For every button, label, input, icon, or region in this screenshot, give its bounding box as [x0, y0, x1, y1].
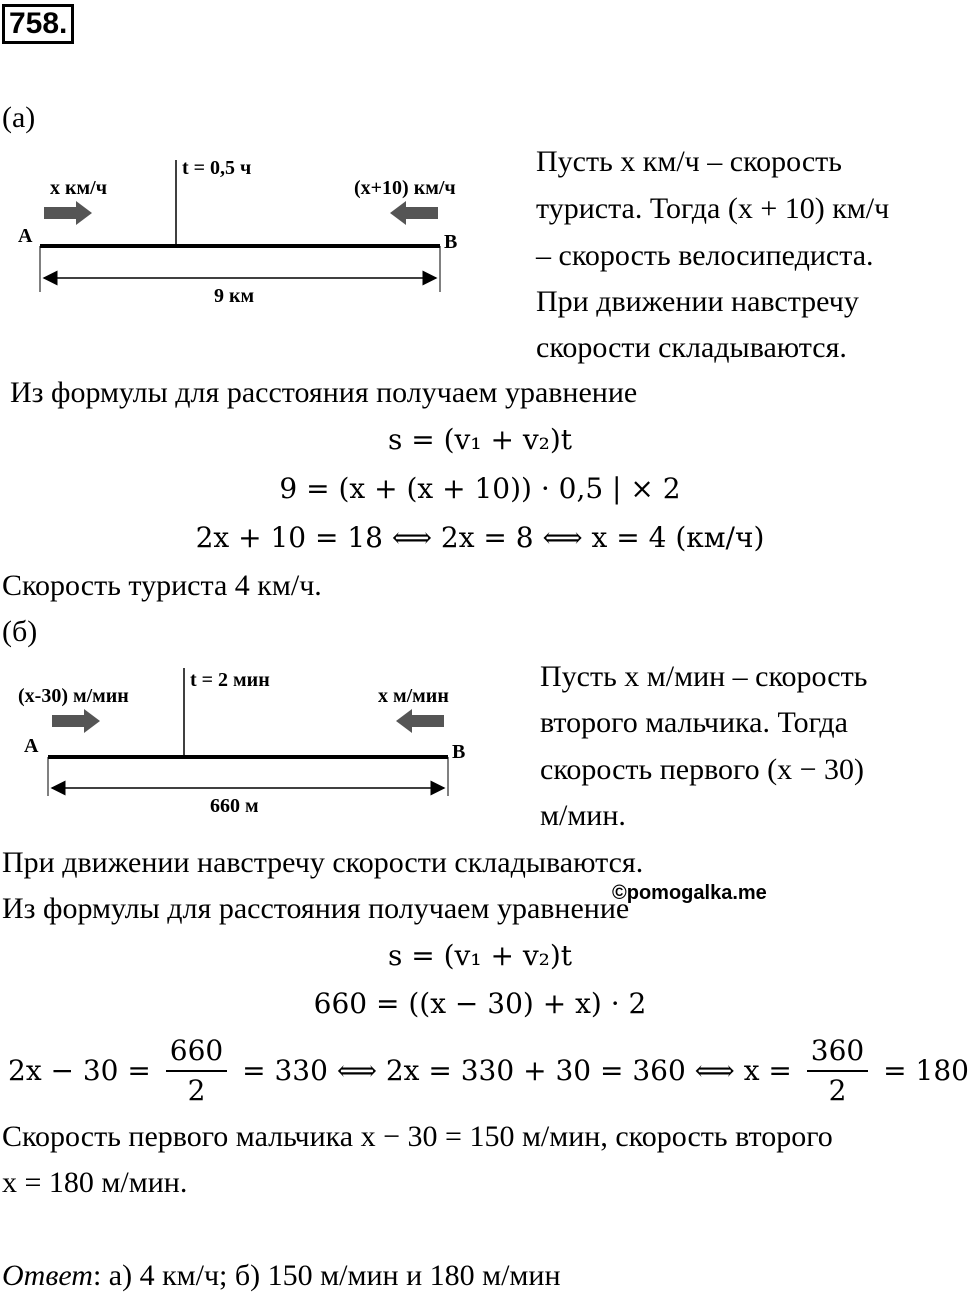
- diagram-b-right-speed: x м/мин: [378, 685, 449, 707]
- part-a-equation-3: 2x + 10 = 18 ⟺ 2x = 8 ⟺ x = 4 (км/ч): [195, 521, 765, 554]
- fraction-numerator: 360: [807, 1032, 868, 1072]
- part-b-side-line-3: скорость первого (x − 30): [540, 753, 865, 786]
- watermark: ©pomogalka.me: [612, 882, 767, 904]
- diagram-a-point-b: B: [444, 231, 458, 253]
- eq3-mid: = 330 ⟺ 2x = 330 + 30 = 360 ⟺ x =: [242, 1054, 792, 1087]
- diagram-a-time: t = 0,5 ч: [182, 157, 252, 179]
- diagram-a-distance: 9 км: [214, 285, 255, 307]
- part-b-side-line-1: Пусть x м/мин – скорость: [540, 660, 868, 693]
- part-a-side-line-5: скорости складываются.: [536, 331, 847, 364]
- part-b-result-1: Скорость первого мальчика x − 30 = 150 м/мин, скорость второго: [2, 1120, 833, 1153]
- fraction-numerator: 660: [166, 1032, 227, 1072]
- part-b-side-line-4: м/мин.: [540, 799, 626, 832]
- diagram-a-right-speed: (x+10) км/ч: [354, 177, 456, 199]
- diagram-a-left-speed: x км/ч: [50, 177, 107, 199]
- diagram-b: [14, 662, 514, 822]
- part-a-equation-1: s = (v₁ + v₂)t: [387, 423, 573, 456]
- answer-text: : а) 4 км/ч; б) 150 м/мин и 180 м/мин: [92, 1259, 561, 1292]
- eq3-left: 2x − 30 =: [8, 1054, 151, 1087]
- arrow-left-icon: [396, 709, 444, 733]
- diagram-b-time: t = 2 мин: [190, 669, 270, 691]
- part-a-equation-2: 9 = (x + (x + 10)) · 0,5 | × 2: [279, 472, 681, 505]
- fraction-denominator: 2: [828, 1074, 847, 1107]
- arrow-right-icon: [52, 709, 100, 733]
- diagram-a-point-a: A: [18, 225, 33, 247]
- diagram-b-distance: 660 м: [210, 795, 259, 817]
- arrow-right-icon: [44, 201, 92, 225]
- part-a-label: (а): [2, 101, 36, 134]
- fraction-660-2: [166, 1032, 227, 1110]
- fraction-denominator: 2: [187, 1074, 206, 1107]
- part-a-side-line-3: – скорость велосипедиста.: [536, 239, 874, 272]
- part-a-intro: Из формулы для расстояния получаем уравнение: [10, 376, 638, 409]
- arrow-left-icon: [390, 201, 438, 225]
- part-b-equation-1: s = (v₁ + v₂)t: [387, 939, 573, 972]
- part-a-side-line-2: туриста. Тогда (x + 10) км/ч: [536, 192, 890, 225]
- answer: [2, 1258, 561, 1294]
- diagram-b-point-b: B: [452, 741, 466, 763]
- diagram-a: [14, 150, 514, 320]
- diagram-b-left-speed: (x-30) м/мин: [18, 685, 129, 707]
- part-b-label: (б): [2, 615, 38, 648]
- part-b-equation-2: 660 = ((x − 30) + x) · 2: [313, 987, 647, 1020]
- part-b-line-2: Из формулы для расстояния получаем уравнение: [2, 892, 630, 925]
- diagram-b-point-a: A: [24, 735, 39, 757]
- part-a-side-line-4: При движении навстречу: [536, 285, 859, 318]
- part-b-line-1: При движении навстречу скорости складываются.: [2, 846, 644, 879]
- problem-number: 758.: [2, 4, 74, 44]
- eq3-right: = 180: [883, 1054, 969, 1087]
- part-a-result: Скорость туриста 4 км/ч.: [2, 569, 322, 602]
- answer-label: Ответ: [2, 1259, 93, 1292]
- part-a-side-line-1: Пусть x км/ч – скорость: [536, 145, 842, 178]
- part-b-side-line-2: второго мальчика. Тогда: [540, 706, 848, 739]
- part-b-result-2: x = 180 м/мин.: [2, 1166, 188, 1199]
- part-b-equation-3: [8, 1032, 969, 1110]
- fraction-360-2: [807, 1032, 868, 1110]
